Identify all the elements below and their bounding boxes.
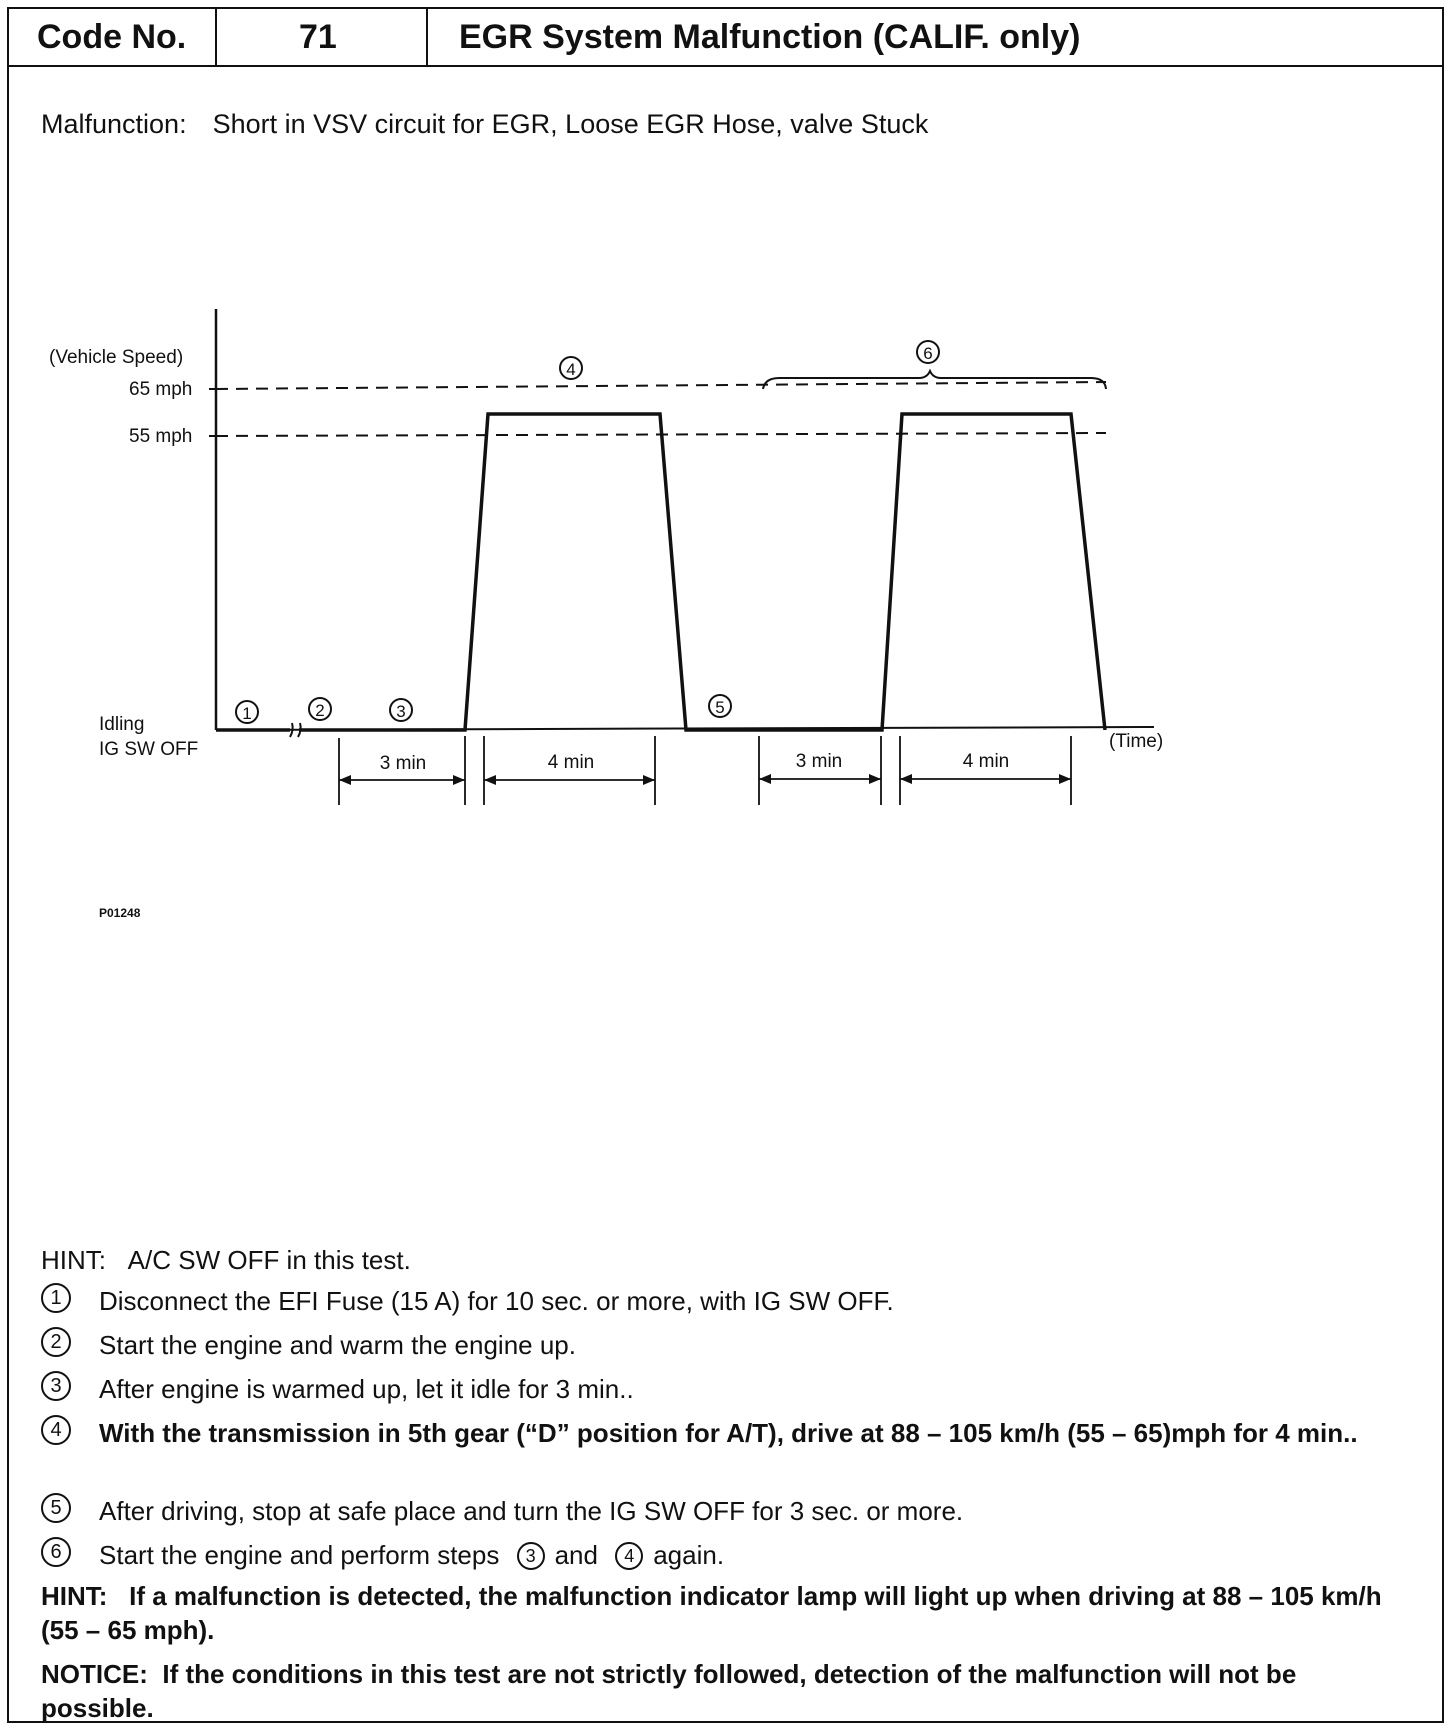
duration-label: 4 min [962,751,1010,772]
code-label: Code No. [37,18,187,56]
baseline-label-idling: Idling [99,714,145,735]
step-text: With the transmission in 5th gear (“D” position for A/T), drive at 88 – 105 km/h (55 – 65)mph for 4 min.. [99,1418,1358,1448]
duration-label: 4 min [547,752,595,773]
notice [41,1657,1411,1725]
page-frame [7,7,1444,1723]
hint-text: If a malfunction is detected, the malfunction indicator lamp will light up when driving at 88 – 105 km/h (55 – 65 mph). [41,1581,1382,1645]
marker-6 [917,341,939,363]
step-number: 3 [41,1371,71,1401]
step-ref: 4 [615,1542,643,1570]
marker-3 [390,699,412,721]
hint-label: HINT: [41,1581,108,1611]
speed-time-diagram [9,9,1446,1725]
svg-text:4: 4 [566,360,576,379]
baseline-label-ig-sw-off: IG SW OFF [99,739,199,760]
svg-text:3: 3 [396,702,406,721]
step-text: After driving, stop at safe place and turn the IG SW OFF for 3 sec. or more. [99,1496,964,1526]
step-6-text-mid: and [554,1540,598,1570]
figure-id: P01248 [99,906,141,920]
step-number: 6 [41,1537,71,1567]
step-text: After engine is warmed up, let it idle for 3 min.. [99,1374,634,1404]
duration-label: 3 min [795,751,843,772]
dimension-lines [339,736,1071,805]
malfunction-text: Short in VSV circuit for EGR, Loose EGR Hose, valve Stuck [212,109,929,139]
page-title: EGR System Malfunction (CALIF. only) [459,18,1081,56]
marker-2 [309,698,331,720]
step-text: Disconnect the EFI Fuse (15 A) for 10 sec. or more, with IG SW OFF. [99,1286,894,1316]
notice-text: If the conditions in this test are not strictly followed, detection of the malfunction will not be possible. [41,1659,1297,1723]
step-number: 2 [41,1327,71,1357]
hint-label: HINT: [41,1245,106,1275]
svg-text:6: 6 [923,344,933,363]
hint-top [41,1245,411,1276]
step-number: 5 [41,1493,71,1523]
speed-profile-line [299,414,1105,730]
y-tick-55: 55 mph [129,426,193,447]
brace-step-6 [763,371,1106,389]
step-6-text-before: Start the engine and perform steps [99,1540,500,1570]
hint-text: A/C SW OFF in this test. [127,1245,411,1275]
x-axis-label: (Time) [1109,731,1164,752]
marker-1 [236,701,258,723]
notice-label: NOTICE: [41,1659,148,1689]
svg-text:2: 2 [315,701,325,720]
step-text [99,1537,1399,1573]
duration-label: 3 min [379,753,427,774]
marker-4 [560,357,582,379]
svg-text:5: 5 [715,698,725,717]
step-number: 1 [41,1283,71,1313]
malfunction-label: Malfunction: [41,109,187,139]
hint-bottom [41,1579,1411,1647]
code-number: 71 [299,18,337,56]
y-tick-65: 65 mph [129,379,193,400]
marker-5 [709,695,731,717]
svg-text:1: 1 [242,704,252,723]
step-6-text-after: again. [653,1540,725,1570]
step-number: 4 [41,1415,71,1445]
y-axis-title: (Vehicle Speed) [49,347,184,368]
ref-line-65 [216,382,1106,389]
step-ref: 3 [517,1542,545,1570]
step-text: Start the engine and warm the engine up. [99,1330,576,1360]
